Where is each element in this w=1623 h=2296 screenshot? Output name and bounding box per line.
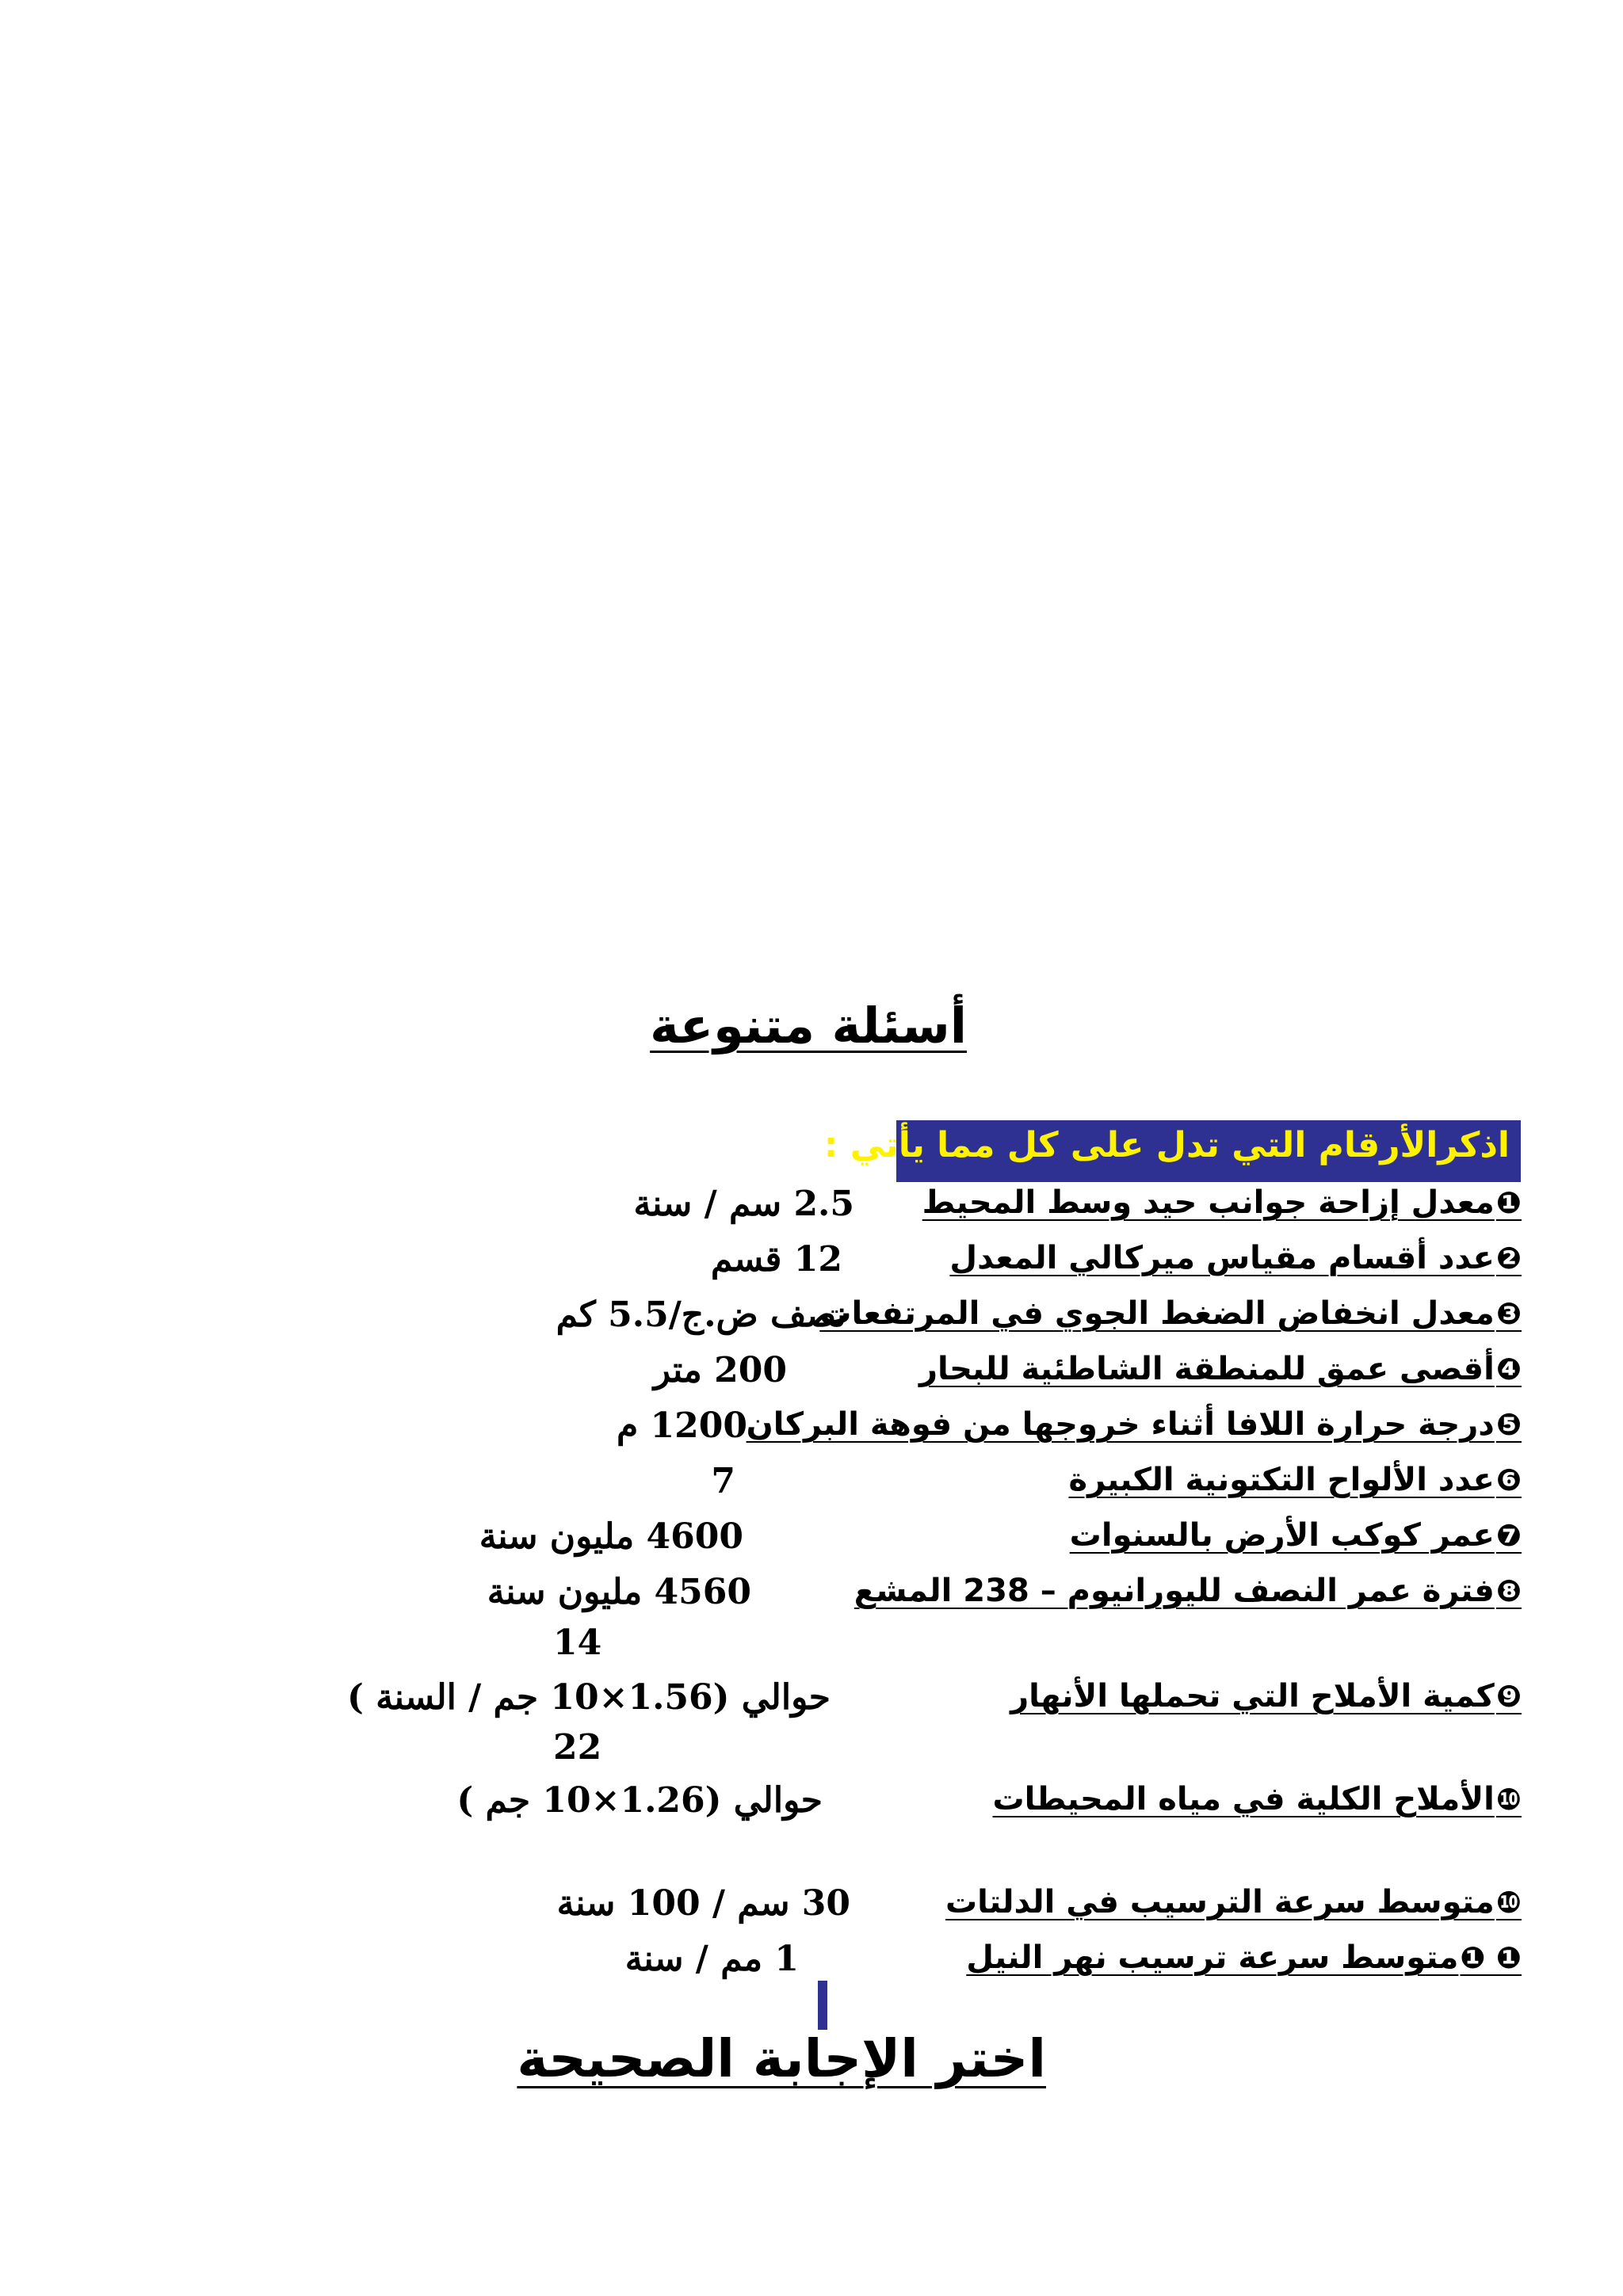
answer-8: 4560 مليون سنة	[487, 1572, 751, 1612]
question-1	[922, 1184, 1522, 1221]
question-6-text: عدد الألواح التكتونية الكبيرة	[1068, 1462, 1495, 1498]
answer-12: 1 مم / سنة	[624, 1939, 799, 1979]
answer-6: 7	[711, 1461, 735, 1501]
answer-5: 1200 م	[616, 1405, 747, 1446]
number-5-icon: ❺	[1495, 1407, 1522, 1442]
number-2-icon: ❷	[1495, 1241, 1522, 1276]
question-10	[992, 1781, 1522, 1817]
question-7-text: عمر كوكب الأرض بالسنوات	[1069, 1517, 1495, 1554]
number-6-icon: ❻	[1495, 1463, 1522, 1497]
question-3-text: معدل انخفاض الضغط الجوي في المرتفعات	[819, 1295, 1495, 1332]
answer-10: حوالي (1.26×10 جم )	[456, 1780, 823, 1821]
number-9-icon: ❾	[1495, 1679, 1522, 1714]
question-6	[1068, 1462, 1522, 1498]
question-8-text: فترة عمر النصف لليورانيوم – 238 المشع	[854, 1573, 1495, 1609]
question-2	[949, 1240, 1522, 1276]
question-5	[747, 1406, 1522, 1443]
answer-7: 4600 مليون سنة	[479, 1516, 743, 1557]
answer-9: حوالي (1.56×10 جم / السنة )	[346, 1677, 831, 1718]
question-4	[919, 1351, 1522, 1387]
answer-2: 12 قسم	[710, 1239, 842, 1280]
answer-10-exponent: 22	[553, 1727, 602, 1768]
number-3-icon: ❸	[1495, 1296, 1522, 1331]
question-7	[1070, 1517, 1522, 1554]
number-4-icon: ❹	[1495, 1352, 1522, 1386]
page-title: أسئلة متنوعة	[650, 997, 967, 1055]
question-11-text: متوسط سرعة الترسيب في الدلتات	[945, 1884, 1495, 1920]
answer-4: 200 متر	[653, 1350, 787, 1390]
question-4-text: أقصى عمق للمنطقة الشاطئية للبحار	[919, 1351, 1495, 1387]
question-5-text: درجة حرارة اللافا أثناء خروجها من فوهة البركان	[746, 1406, 1495, 1443]
question-2-text: عدد أقسام مقياس ميركالي المعدل	[949, 1240, 1495, 1276]
question-9-text: كمية الأملاح التي تحملها الأنهار	[1010, 1678, 1495, 1714]
question-10-text: الأملاح الكلية في مياه المحيطات	[992, 1781, 1495, 1817]
question-1-text: معدل إزاحة جوانب حيد وسط المحيط	[922, 1184, 1495, 1221]
answer-11: 30 سم / 100 سنة	[556, 1883, 850, 1924]
question-8	[854, 1573, 1522, 1609]
question-12	[966, 1939, 1522, 1976]
subtitle: اختر الإجابة الصحيحة	[517, 2028, 1046, 2089]
number-11-icon: ❿	[1495, 1885, 1522, 1920]
answer-9-exponent: 14	[553, 1623, 602, 1663]
question-9	[1010, 1678, 1522, 1714]
question-12-text: متوسط سرعة ترسيب نهر النيل	[966, 1939, 1459, 1976]
section-heading-box	[823, 1120, 1521, 1182]
number-1-icon: ❶	[1495, 1185, 1522, 1220]
question-11	[945, 1884, 1522, 1920]
number-8-icon: ❽	[1495, 1573, 1522, 1608]
question-3	[819, 1295, 1522, 1332]
number-7-icon: ❼	[1495, 1518, 1522, 1553]
text-cursor-bar	[818, 1981, 827, 2030]
number-12-icon: ❶ ❶	[1460, 1940, 1522, 1975]
answer-1: 2.5 سم / سنة	[633, 1184, 854, 1224]
number-10-icon: ❿	[1495, 1782, 1522, 1817]
section-heading: اذكرالأرقام التي تدل على كل مما يأتي :	[823, 1125, 1510, 1165]
answer-3: نصف ض.ج/5.5 كم	[556, 1295, 846, 1335]
